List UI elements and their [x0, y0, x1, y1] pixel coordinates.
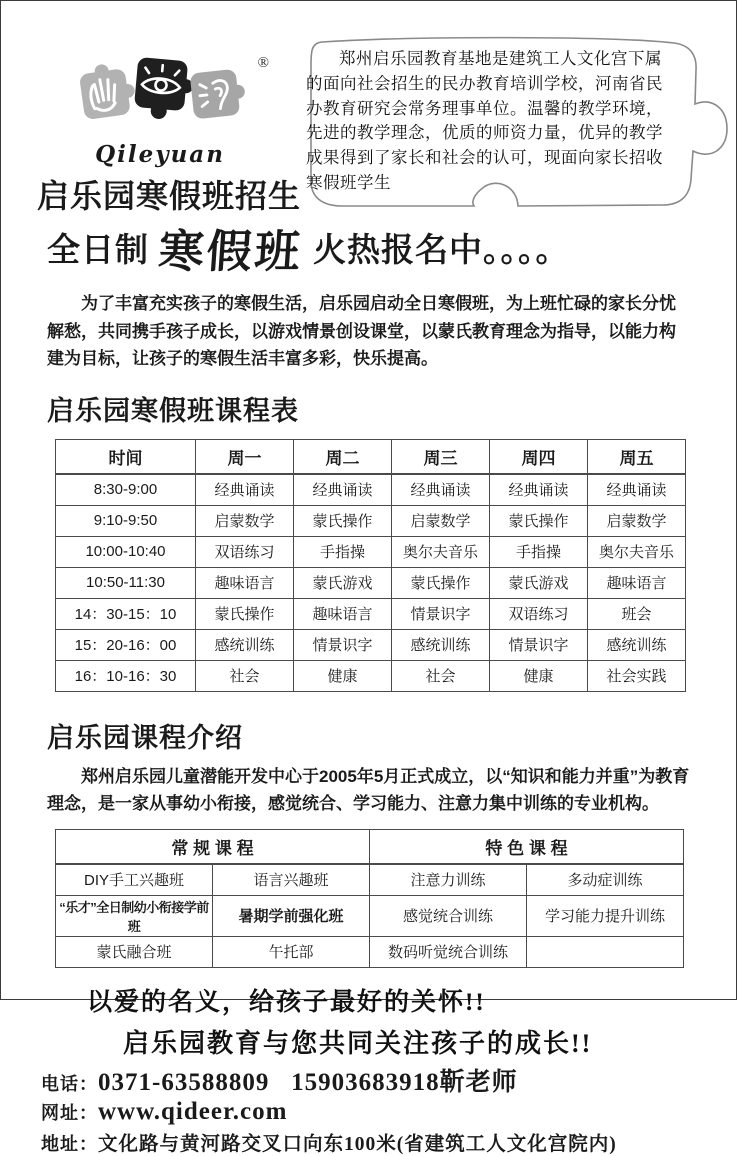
courses-intro-paragraph: 郑州启乐园儿童潜能开发中心于2005年5月正式成立，以“知识和能力并重”为教育理念，是一家从事幼小衔接，感觉统合、学习能力、注意力集中训练的专业机构。 — [47, 766, 690, 814]
courses-cell — [527, 936, 684, 967]
address-label: 地址： — [41, 1133, 98, 1154]
schedule-cell: 奥尔夫音乐 — [392, 536, 490, 567]
schedule-cell: 情景识字 — [392, 598, 490, 629]
schedule-cell: 蒙氏游戏 — [294, 567, 392, 598]
courses-cell: 数码听觉统合训练 — [370, 936, 527, 967]
slogan-line-2: 启乐园教育与您共同关注孩子的成长!! — [123, 1028, 593, 1058]
schedule-cell-row — [56, 536, 686, 567]
bubble-intro-text: 郑州启乐园教育基地是建筑工人文化宫下属的面向社会招生的民办教育培训学校，河南省民办教育研究会常务理事单位。温馨的教学环境，先进的教学理念，优质的师资力量，优异的教学成果得到了家长和社会的认可，现面向家长招收寒假班学生 — [306, 49, 663, 192]
phone-numbers: 0371-63588809 15903683918靳老师 — [98, 1068, 518, 1096]
courses-cell: DIY手工兴趣班 — [56, 864, 213, 896]
courses-table — [55, 829, 684, 968]
schedule-cell-row — [56, 629, 686, 660]
courses-cell: 感觉统合训练 — [370, 895, 527, 936]
hand-icon — [78, 60, 138, 120]
schedule-cell: 双语练习 — [490, 598, 588, 629]
header — [1, 1, 736, 214]
eye-icon — [133, 57, 195, 122]
schedule-header-row — [56, 439, 686, 474]
schedule-cell: 健康 — [490, 660, 588, 691]
schedule-cell: 社会 — [392, 660, 490, 691]
registered-trademark-symbol: ® — [257, 55, 269, 71]
schedule-cell: 启蒙数学 — [392, 505, 490, 536]
flyer-title: 启乐园寒假班招生 — [37, 178, 302, 214]
schedule-header-cell: 周三 — [392, 439, 490, 474]
phone-line — [41, 1062, 736, 1098]
schedule-cell: 蒙氏游戏 — [490, 567, 588, 598]
schedule-cell: 感统训练 — [588, 629, 686, 660]
courses-cell: “乐才”全日制幼小衔接学前班 — [56, 895, 213, 936]
schedule-cell: 情景识字 — [490, 629, 588, 660]
schedule-cell: 15：20-16：00 — [56, 629, 196, 660]
website-line — [41, 1098, 736, 1126]
courses-cell-row — [56, 936, 684, 967]
schedule-cell-row — [56, 474, 686, 506]
schedule-cell: 10:50-11:30 — [56, 567, 196, 598]
schedule-section-title: 启乐园寒假班课程表 — [47, 395, 299, 426]
schedule-cell: 社会实践 — [588, 660, 686, 691]
schedule-cell: 趣味语言 — [196, 567, 294, 598]
schedule-header-cell: 周二 — [294, 439, 392, 474]
schedule-cell-row — [56, 660, 686, 691]
schedule-cell: 经典诵读 — [490, 474, 588, 506]
schedule-cell: 9:10-9:50 — [56, 505, 196, 536]
brand-name-script: Qileyuan — [95, 141, 225, 168]
courses-cell-row — [56, 864, 684, 896]
headline-prefix: 全日制 — [47, 231, 149, 268]
courses-cell: 注意力训练 — [370, 864, 527, 896]
schedule-cell: 班会 — [588, 598, 686, 629]
website-url: www.qideer.com — [98, 1097, 288, 1125]
schedule-cell: 感统训练 — [196, 629, 294, 660]
courses-section-title: 启乐园课程介绍 — [47, 722, 243, 753]
schedule-cell: 社会 — [196, 660, 294, 691]
schedule-cell: 蒙氏操作 — [490, 505, 588, 536]
courses-cell: 蒙氏融合班 — [56, 936, 213, 967]
schedule-cell: 健康 — [294, 660, 392, 691]
schedule-cell: 8:30-9:00 — [56, 474, 196, 506]
headline-highlight: 寒假班 — [156, 226, 305, 277]
brand-logo — [37, 49, 302, 217]
schedule-cell: 蒙氏操作 — [196, 598, 294, 629]
address-value: 文化路与黄河路交叉口向东100米(省建筑工人文化宫院内) — [98, 1133, 617, 1155]
schedule-cell-row — [56, 505, 686, 536]
courses-cell: 多动症训练 — [527, 864, 684, 896]
schedule-cell: 蒙氏操作 — [294, 505, 392, 536]
schedule-table — [55, 439, 686, 692]
schedule-cell: 14：30-15：10 — [56, 598, 196, 629]
intro-speech-bubble — [282, 34, 734, 220]
schedule-cell: 奥尔夫音乐 — [588, 536, 686, 567]
puzzle-logo-graphic — [76, 49, 244, 135]
schedule-cell: 经典诵读 — [392, 474, 490, 506]
schedule-cell-row — [56, 567, 686, 598]
schedule-header-cell: 周四 — [490, 439, 588, 474]
schedule-cell: 启蒙数学 — [588, 505, 686, 536]
courses-header-cell: 常 规 课 程 — [56, 829, 370, 864]
schedule-cell: 手指操 — [490, 536, 588, 567]
courses-cell-row — [56, 895, 684, 936]
schedule-cell: 感统训练 — [392, 629, 490, 660]
schedule-cell: 手指操 — [294, 536, 392, 567]
schedule-cell: 10:00-10:40 — [56, 536, 196, 567]
schedule-cell: 趣味语言 — [294, 598, 392, 629]
schedule-header-cell: 时间 — [56, 439, 196, 474]
schedule-cell-row — [56, 598, 686, 629]
schedule-cell: 蒙氏操作 — [392, 567, 490, 598]
schedule-cell: 经典诵读 — [294, 474, 392, 506]
courses-cell: 暑期学前强化班 — [213, 895, 370, 936]
slogan-line-1: 以爱的名义，给孩子最好的关怀!! — [87, 988, 486, 1016]
schedule-cell: 双语练习 — [196, 536, 294, 567]
phone-label: 电话： — [41, 1073, 98, 1094]
courses-cell: 语言兴趣班 — [213, 864, 370, 896]
schedule-cell: 经典诵读 — [196, 474, 294, 506]
schedule-cell: 经典诵读 — [588, 474, 686, 506]
courses-header-cell: 特 色 课 程 — [370, 829, 684, 864]
schedule-cell: 启蒙数学 — [196, 505, 294, 536]
schedule-cell: 趣味语言 — [588, 567, 686, 598]
address-line — [41, 1128, 736, 1156]
website-label: 网址： — [41, 1102, 98, 1123]
headline-suffix: 火热报名中。。。。 — [313, 231, 570, 268]
schedule-cell: 情景识字 — [294, 629, 392, 660]
intro-paragraph: 为了丰富充实孩子的寒假生活，启乐园启动全日寒假班，为上班忙碌的家长分忧解愁，共同携手孩子成长，以游戏情景创设课堂，以蒙氏教育理念为指导，以能力构建为目标，让孩子的寒假生活丰富多彩，快乐提高。 — [47, 294, 676, 369]
courses-header-row — [56, 829, 684, 864]
ear-icon — [190, 68, 248, 119]
schedule-header-cell: 周一 — [196, 439, 294, 474]
headline — [47, 215, 736, 280]
courses-cell: 学习能力提升训练 — [527, 895, 684, 936]
schedule-cell: 16：10-16：30 — [56, 660, 196, 691]
courses-cell: 午托部 — [213, 936, 370, 967]
schedule-header-cell: 周五 — [588, 439, 686, 474]
